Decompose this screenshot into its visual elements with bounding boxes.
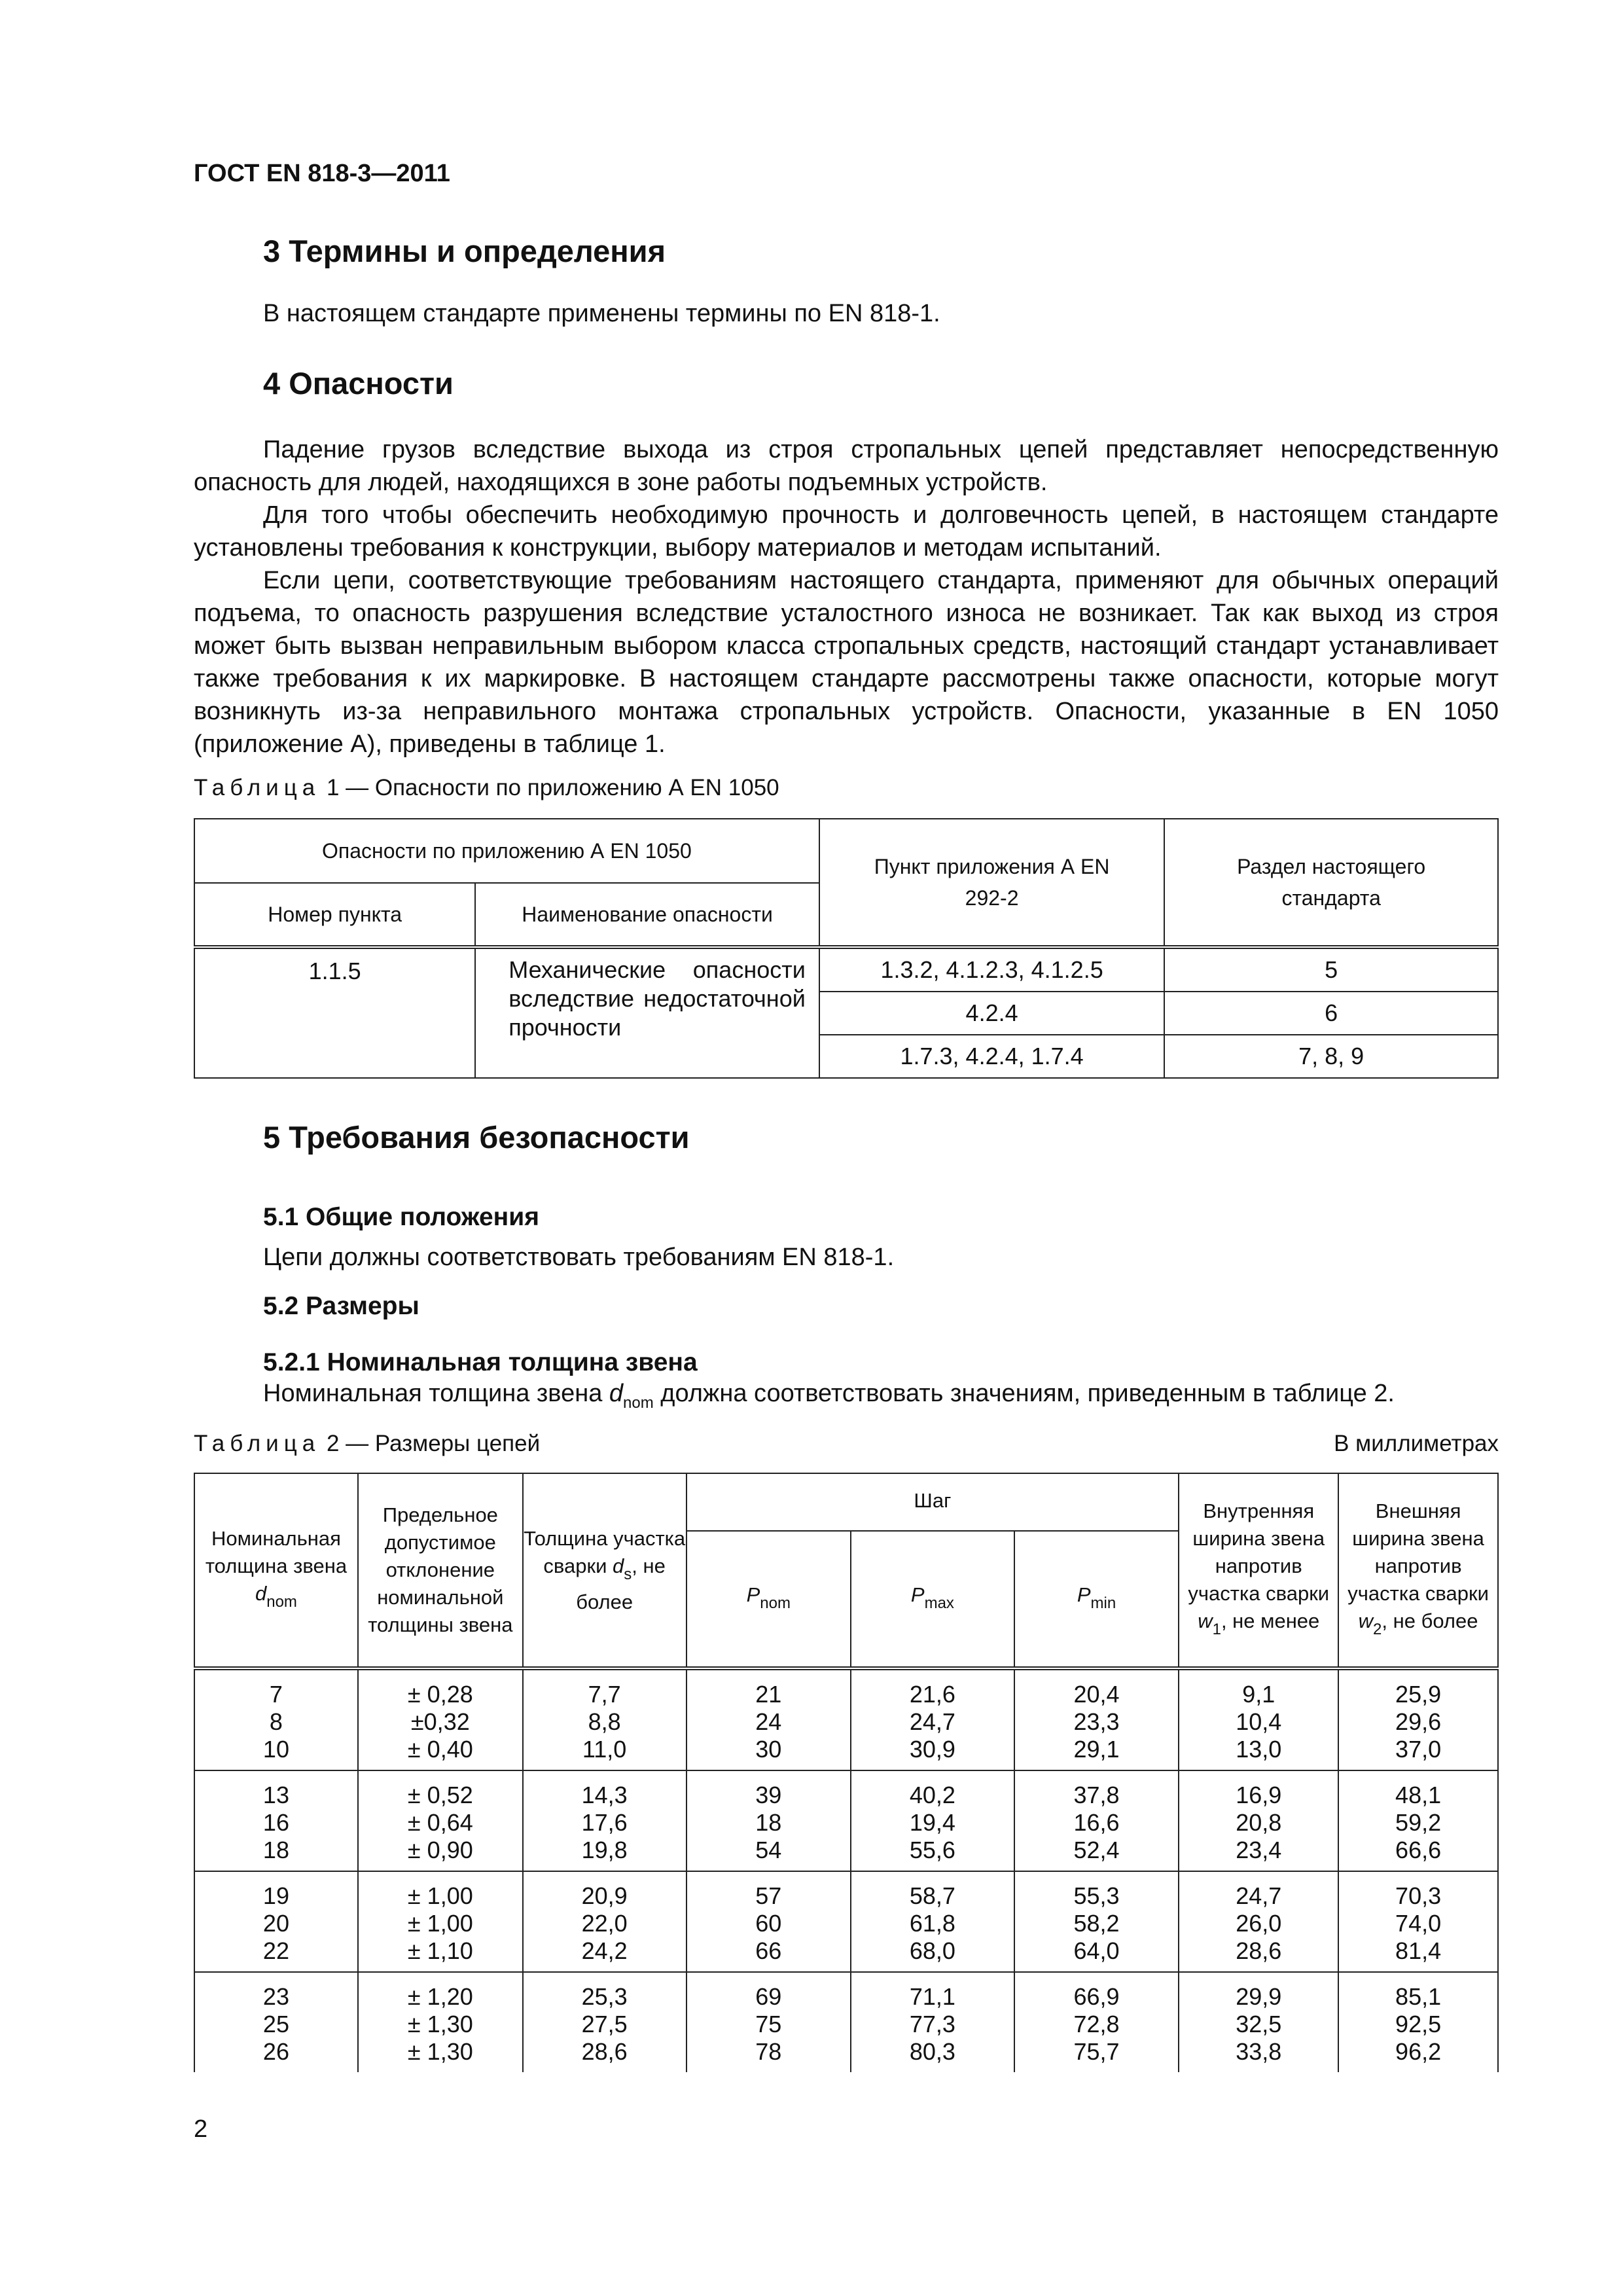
header-text: , не более (1382, 1609, 1478, 1632)
section-4-paragraph (194, 499, 1499, 564)
table-1-header-name: Наименование опасности (475, 883, 819, 947)
table-cell: 14,3 17,6 19,8 (523, 1770, 687, 1871)
table-cell: 69 75 78 (687, 1972, 851, 2072)
caption-word: Таблица (194, 1431, 321, 1456)
table-cell: 7 8 10 (194, 1668, 358, 1770)
table-2-row-group (194, 1972, 1498, 2072)
table-cell: 29,9 32,5 33,8 (1179, 1972, 1338, 2072)
table-2 (194, 1473, 1499, 2072)
table-cell: 20,9 22,0 24,2 (523, 1871, 687, 1972)
table-cell: 16,9 20,8 23,4 (1179, 1770, 1338, 1871)
table-cell: ± 1,00 ± 1,00 ± 1,10 (358, 1871, 523, 1972)
table-1 (194, 818, 1499, 1079)
page-number: 2 (194, 2115, 208, 2143)
table-1-header-item: Номер пункта (194, 883, 475, 947)
section-4-body (194, 433, 1499, 761)
paragraph-text: Если цепи, соответствующие требованиям настоящего стандарта, применяют для обычных операций подъема, то опасность разрушения вследствие усталостного износа не возникает. Так как выход из строя может быть вызван неправильным выбором класса стропальных средств, настоящий стандарт устанавливает также требования к их маркировке. В настоящем стандарте рассмотрены также опасности, которые могут возникнуть из-за неправильного монтажа стропальных устройств. Опасности, указанные в EN 1050 (приложение А), приведены в таблице 1. (194, 567, 1499, 758)
table-1-header-section: Раздел настоящего стандарта (1164, 819, 1498, 947)
table-2-header-nominal (194, 1473, 358, 1668)
paragraph-text: Падение грузов вследствие выхода из строя стропальных цепей представляет непосредственную опасность для людей, находящихся в зоне работы подъемных устройств. (194, 436, 1499, 496)
header-text: , не более (576, 1554, 666, 1613)
table-cell: 24,7 26,0 28,6 (1179, 1871, 1338, 1972)
section-4-title: 4 Опасности (263, 366, 454, 401)
section-5-1-title: 5.1 Общие положения (263, 1203, 539, 1231)
table-1-annex-cell: 1.7.3, 4.2.4, 1.7.4 (819, 1035, 1165, 1078)
header-text: Номинальная толщина звена (205, 1526, 348, 1577)
caption-word: Таблица (194, 775, 321, 800)
table-2-header-outer-width (1338, 1473, 1498, 1668)
table-cell: 19 20 22 (194, 1871, 358, 1972)
table-cell: 39 18 54 (687, 1770, 851, 1871)
table-cell: ± 0,28 ±0,32 ± 0,40 (358, 1668, 523, 1770)
symbol: d (613, 1554, 624, 1577)
table-1-item: 1.1.5 (194, 947, 475, 1078)
table-cell: 55,3 58,2 64,0 (1014, 1871, 1179, 1972)
header-text: Внутренняя ширина звена напротив участка сварки (1188, 1499, 1330, 1605)
table-cell: 40,2 19,4 55,6 (851, 1770, 1014, 1871)
table-2-header-pmax (851, 1531, 1014, 1668)
table-cell: 66,9 72,8 75,7 (1014, 1972, 1179, 2072)
table-1-group-header: Опасности по приложению А EN 1050 (194, 819, 819, 883)
section-5-title: 5 Требования безопасности (263, 1120, 690, 1155)
table-cell: 23 25 26 (194, 1972, 358, 2072)
subscript: max (924, 1594, 954, 1612)
symbol: w (1198, 1609, 1213, 1632)
table-cell: 25,3 27,5 28,6 (523, 1972, 687, 2072)
section-5-1-text: Цепи должны соответствовать требованиям EN 818-1. (263, 1244, 895, 1271)
table-1-hazard-name: Механические опасности вследствие недостаточной прочности (475, 947, 819, 1078)
subscript: min (1090, 1594, 1116, 1612)
section-4-paragraph (194, 433, 1499, 499)
table-2-header-tolerance: Предельное допустимое отклонение номинальной толщины звена (358, 1473, 523, 1668)
subscript: 2 (1373, 1620, 1382, 1638)
subscript: 1 (1212, 1620, 1221, 1638)
table-2-row-group (194, 1871, 1498, 1972)
table-1-section-cell: 6 (1164, 992, 1498, 1035)
section-3-title: 3 Термины и определения (263, 234, 666, 268)
table-1-header-annex: Пункт приложения А EN 292-2 (819, 819, 1165, 947)
table-cell: 71,1 77,3 80,3 (851, 1972, 1014, 2072)
caption-text: 1 — Опасности по приложению А EN 1050 (326, 775, 779, 800)
table-cell: 21 24 30 (687, 1668, 851, 1770)
table-2-header-pmin (1014, 1531, 1179, 1668)
table-1-caption (194, 775, 779, 801)
subscript: s (624, 1565, 632, 1583)
symbol: d (255, 1581, 267, 1605)
symbol: w (1358, 1609, 1374, 1632)
table-cell: 13 16 18 (194, 1770, 358, 1871)
table-cell: 37,8 16,6 52,4 (1014, 1770, 1179, 1871)
header-text: , не менее (1221, 1609, 1320, 1632)
table-2-header-weld (523, 1473, 687, 1668)
table-cell: 9,1 10,4 13,0 (1179, 1668, 1338, 1770)
subscript: nom (623, 1394, 654, 1412)
subscript: nom (266, 1592, 297, 1611)
table-2-header-pnom (687, 1531, 851, 1668)
table-cell: 48,1 59,2 66,6 (1338, 1770, 1498, 1871)
table-1-annex-cell: 4.2.4 (819, 992, 1165, 1035)
subscript: nom (760, 1594, 791, 1612)
table-2-header-inner-width (1179, 1473, 1338, 1668)
table-1-section-cell: 7, 8, 9 (1164, 1035, 1498, 1078)
table-cell: 70,3 74,0 81,4 (1338, 1871, 1498, 1972)
section-5-2-1-title: 5.2.1 Номинальная толщина звена (263, 1348, 698, 1376)
table-cell: 21,6 24,7 30,9 (851, 1668, 1014, 1770)
text-part: должна соответствовать значениям, приведенным в таблице 2. (653, 1380, 1395, 1407)
table-cell: ± 0,52 ± 0,64 ± 0,90 (358, 1770, 523, 1871)
section-4-paragraph (194, 564, 1499, 761)
symbol: P (1077, 1583, 1091, 1606)
table-cell: 58,7 61,8 68,0 (851, 1871, 1014, 1972)
table-2-row-group (194, 1770, 1498, 1871)
document-header: ГОСТ EN 818-3—2011 (194, 160, 450, 187)
table-2-units: В миллиметрах (1334, 1431, 1499, 1456)
paragraph-text: Для того чтобы обеспечить необходимую прочность и долговечность цепей, в настоящем стандарте установлены требования к конструкции, выбору материалов и методам испытаний. (194, 501, 1499, 562)
table-cell: 25,9 29,6 37,0 (1338, 1668, 1498, 1770)
table-1-section-cell: 5 (1164, 947, 1498, 992)
caption-text: 2 — Размеры цепей (326, 1431, 541, 1456)
table-2-row-group (194, 1668, 1498, 1770)
table-cell: 7,7 8,8 11,0 (523, 1668, 687, 1770)
text-part: Номинальная толщина звена (263, 1380, 609, 1407)
header-text: Внешняя ширина звена напротив участка сварки (1347, 1499, 1489, 1605)
table-cell: 85,1 92,5 96,2 (1338, 1972, 1498, 2072)
section-5-2-title: 5.2 Размеры (263, 1292, 419, 1320)
table-cell: ± 1,20 ± 1,30 ± 1,30 (358, 1972, 523, 2072)
header-text: Толщина участка сварки (524, 1526, 686, 1577)
symbol: d (609, 1380, 624, 1407)
symbol: P (746, 1583, 760, 1606)
symbol: P (910, 1583, 925, 1606)
table-1-annex-cell: 1.3.2, 4.1.2.3, 4.1.2.5 (819, 947, 1165, 992)
table-cell: 57 60 66 (687, 1871, 851, 1972)
table-2-caption (194, 1431, 540, 1457)
section-3-text: В настоящем стандарте применены термины по EN 818-1. (263, 300, 940, 327)
table-cell: 20,4 23,3 29,1 (1014, 1668, 1179, 1770)
table-2-header-pitch: Шаг (687, 1473, 1179, 1531)
section-5-2-1-text (263, 1377, 1395, 1420)
